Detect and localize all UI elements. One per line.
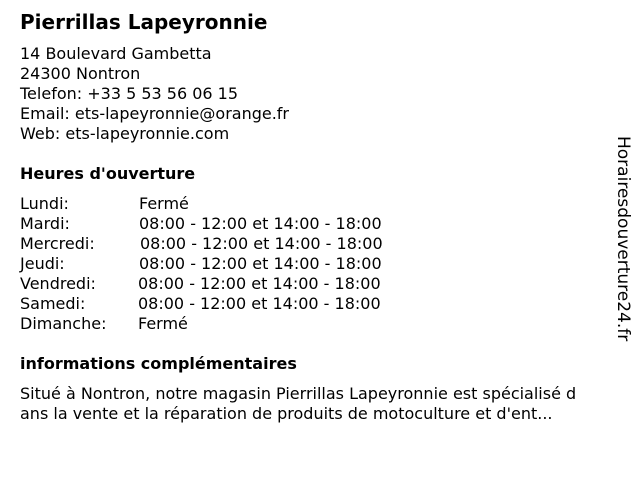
hours-row-friday xyxy=(20,274,440,294)
watermark-text: Horairesdouverture24.fr xyxy=(613,136,633,342)
description-line-2: ans la vente et la réparation de produits de motoculture et d'ent... xyxy=(20,404,553,423)
hours-row-thursday xyxy=(20,254,440,274)
hours-row-wednesday xyxy=(20,234,440,254)
email-address: Email: ets-lapeyronnie@orange.fr xyxy=(20,104,290,123)
time-value: 08:00 - 12:00 et 14:00 - 18:00 xyxy=(139,214,382,233)
hours-row-saturday xyxy=(20,294,440,314)
time-value: Fermé xyxy=(139,194,189,213)
address-street: 14 Boulevard Gambetta xyxy=(20,44,212,63)
address-city: 24300 Nontron xyxy=(20,64,141,83)
business-description xyxy=(20,384,630,424)
hours-row-sunday xyxy=(20,314,440,334)
site-watermark xyxy=(611,136,635,346)
time-value: 08:00 - 12:00 et 14:00 - 18:00 xyxy=(139,254,382,273)
day-label: Mardi: xyxy=(20,214,70,233)
day-label: Dimanche: xyxy=(20,314,107,333)
hours-row-tuesday xyxy=(20,214,440,234)
additional-info-heading: informations complémentaires xyxy=(20,354,297,373)
day-label: Mercredi: xyxy=(20,234,95,253)
description-line-1: Situé à Nontron, notre magasin Pierrillas Lapeyronnie est spécialisé d xyxy=(20,384,577,403)
time-value: 08:00 - 12:00 et 14:00 - 18:00 xyxy=(138,294,381,313)
opening-hours-heading: Heures d'ouverture xyxy=(20,164,196,183)
time-value: Fermé xyxy=(138,314,188,333)
time-value: 08:00 - 12:00 et 14:00 - 18:00 xyxy=(138,274,381,293)
day-label: Samedi: xyxy=(20,294,86,313)
website-address: Web: ets-lapeyronnie.com xyxy=(20,124,230,143)
phone-number: Telefon: +33 5 53 56 06 15 xyxy=(20,84,239,103)
day-label: Lundi: xyxy=(20,194,69,213)
time-value: 08:00 - 12:00 et 14:00 - 18:00 xyxy=(140,234,383,253)
opening-hours-table xyxy=(20,194,440,334)
contact-block xyxy=(20,44,289,144)
business-name: Pierrillas Lapeyronnie xyxy=(20,10,268,34)
day-label: Jeudi: xyxy=(20,254,65,273)
day-label: Vendredi: xyxy=(20,274,96,293)
hours-row-monday xyxy=(20,194,440,214)
